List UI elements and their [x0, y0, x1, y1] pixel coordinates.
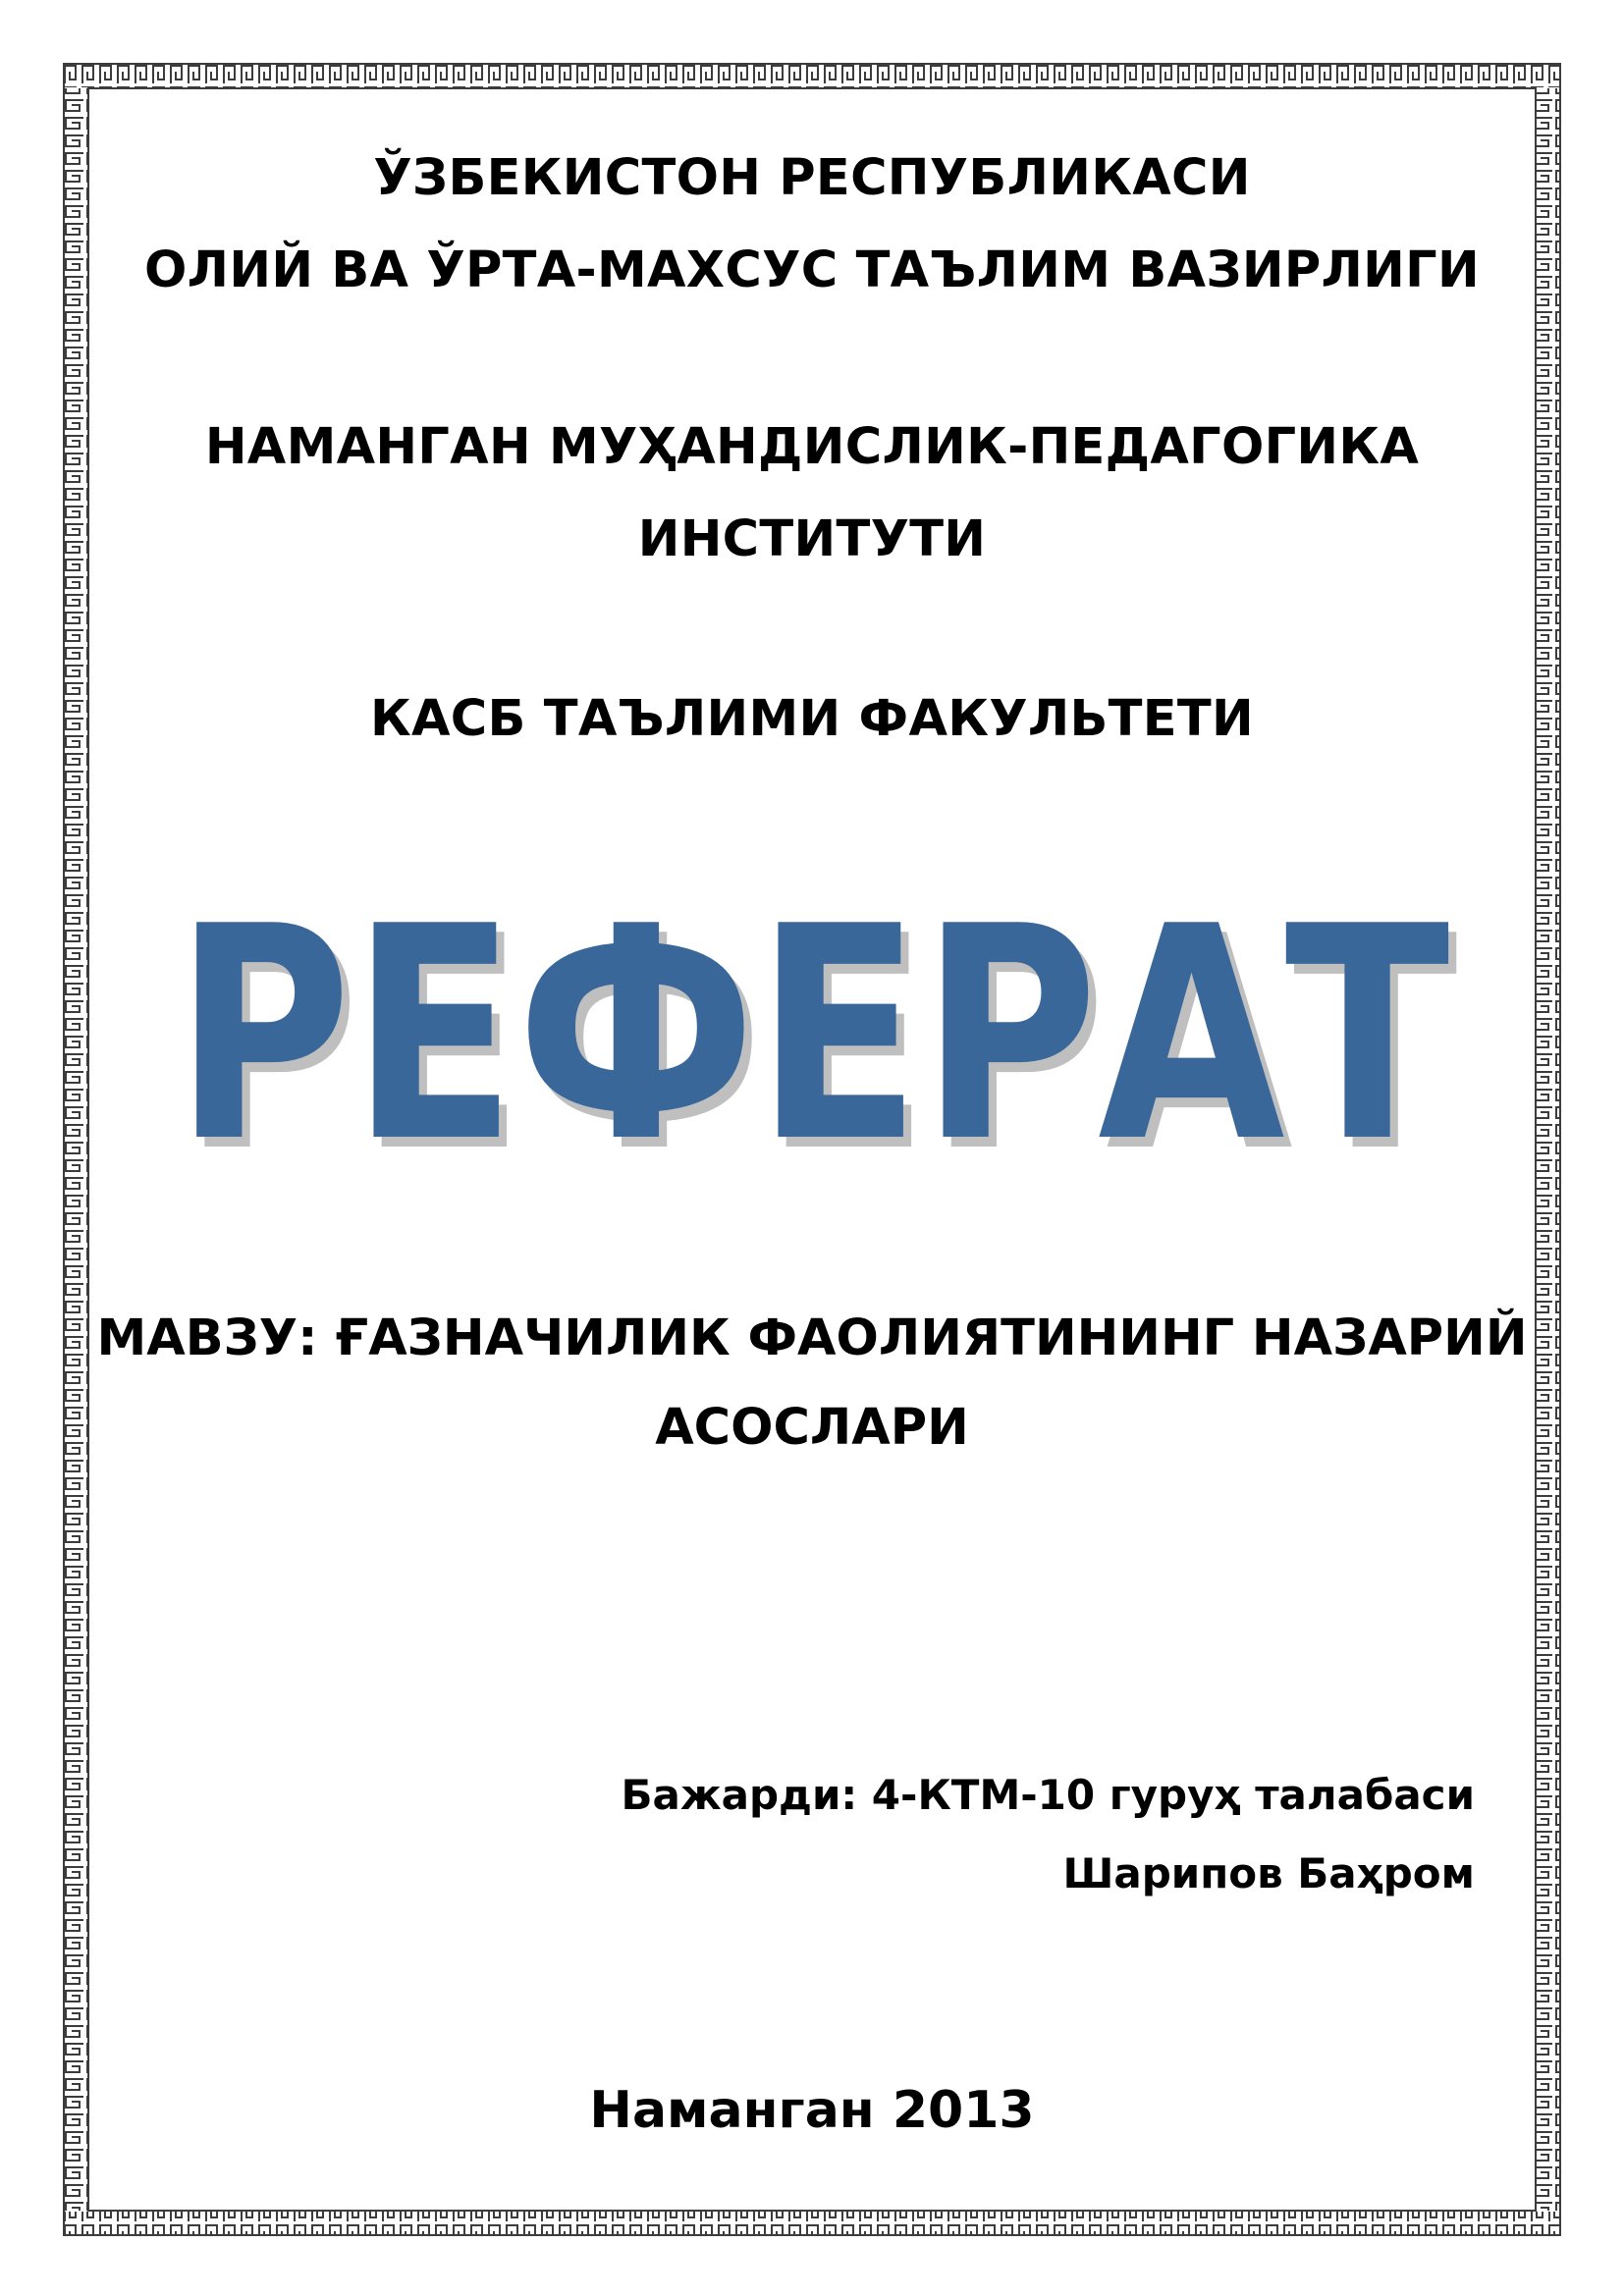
author-name-line: Шарипов Баҳром	[1062, 1849, 1475, 1897]
institute-suffix-line: ИНСТИТУТИ	[637, 510, 987, 568]
ministry-name-line: ОЛИЙ ВА ЎРТА-МАХСУС ТАЪЛИМ ВАЗИРЛИГИ	[144, 241, 1480, 299]
topic-line-1: МАВЗУ: ҒАЗНАЧИЛИК ФАОЛИЯТИНИНГ НАЗАРИЙ	[96, 1309, 1528, 1367]
faculty-line: КАСБ ТАЪЛИМИ ФАКУЛЬТЕТИ	[370, 690, 1254, 748]
institute-name-line: НАМАНГАН МУҲАНДИСЛИК-ПЕДАГОГИКА	[204, 418, 1420, 476]
document-type-title: РЕФЕРАТ	[174, 864, 1450, 1206]
topic-line-2: АСОСЛАРИ	[655, 1399, 969, 1457]
ministry-country-line: ЎЗБЕКИСТОН РЕСПУБЛИКАСИ	[373, 149, 1251, 207]
author-group-line: Бажарди: 4-КТМ-10 гуруҳ талабаси	[621, 1771, 1475, 1819]
city-year-footer: Наманган 2013	[589, 2081, 1035, 2140]
